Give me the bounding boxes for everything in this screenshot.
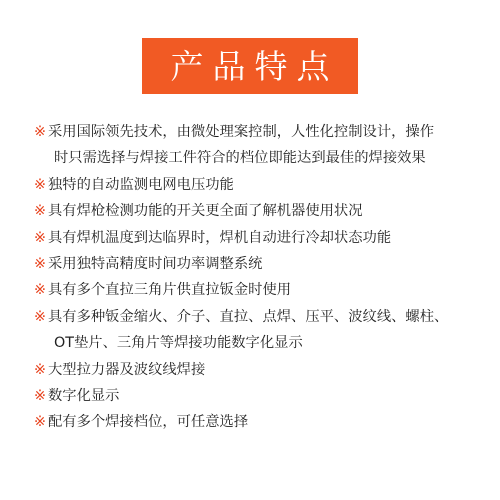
- bullet-mark-icon: ※: [34, 361, 46, 378]
- feature-line: 时只需选择与焊接工件符合的档位即能达到最佳的焊接效果: [54, 150, 426, 167]
- feature-text: [48, 409, 248, 435]
- feature-text: [48, 251, 262, 277]
- feature-item: [34, 409, 494, 435]
- feature-item: [34, 172, 494, 198]
- feature-text: [48, 119, 434, 172]
- feature-line: OT垫片、三角片等焊接功能数字化显示: [54, 335, 303, 352]
- feature-list: [34, 119, 494, 436]
- feature-line: 采用独特高精度时间功率调整系统: [48, 256, 263, 273]
- feature-text: [48, 304, 448, 357]
- feature-item: [34, 357, 494, 383]
- feature-line: 配有多个焊接档位，可任意选择: [48, 414, 249, 431]
- bullet-mark-icon: ※: [34, 229, 46, 246]
- feature-line: 采用国际领先技术，由微处理案控制，人性化控制设计，操作: [48, 124, 435, 140]
- bullet-mark-icon: ※: [34, 414, 46, 431]
- feature-text: [48, 198, 363, 224]
- feature-item: [34, 277, 494, 303]
- feature-text: [48, 357, 205, 383]
- feature-line: 大型拉力器及波纹线焊接: [48, 361, 206, 378]
- feature-item: [34, 225, 494, 251]
- feature-line: 数字化显示: [48, 388, 120, 405]
- feature-text: [48, 383, 119, 409]
- bullet-mark-icon: ※: [34, 256, 46, 273]
- feature-item: [34, 119, 494, 172]
- bullet-mark-icon: ※: [34, 203, 46, 220]
- feature-item: [34, 304, 494, 357]
- bullet-mark-icon: ※: [34, 282, 46, 299]
- feature-line: 具有多种钣金缩火、介子、直拉、点焊、压平、波纹线、螺柱、: [48, 308, 449, 325]
- page-title: 产品特点: [170, 46, 339, 86]
- feature-item: [34, 251, 494, 277]
- bullet-mark-icon: ※: [34, 176, 46, 193]
- feature-text: [48, 172, 234, 198]
- feature-item: [34, 198, 494, 224]
- bullet-mark-icon: ※: [34, 388, 46, 405]
- title-banner: [142, 38, 358, 94]
- feature-line: 独特的自动监测电网电压功能: [48, 176, 234, 193]
- bullet-mark-icon: ※: [34, 124, 46, 140]
- feature-text: [48, 225, 391, 251]
- feature-line: 具有焊机温度到达临界时，焊机自动进行冷却状态功能: [48, 229, 392, 246]
- feature-text: [48, 277, 291, 303]
- feature-line: 具有焊枪检测功能的开关更全面了解机器使用状况: [48, 203, 363, 220]
- feature-line: 具有多个直拉三角片供直拉钣金时使用: [48, 282, 292, 299]
- feature-item: [34, 383, 494, 409]
- bullet-mark-icon: ※: [34, 308, 46, 325]
